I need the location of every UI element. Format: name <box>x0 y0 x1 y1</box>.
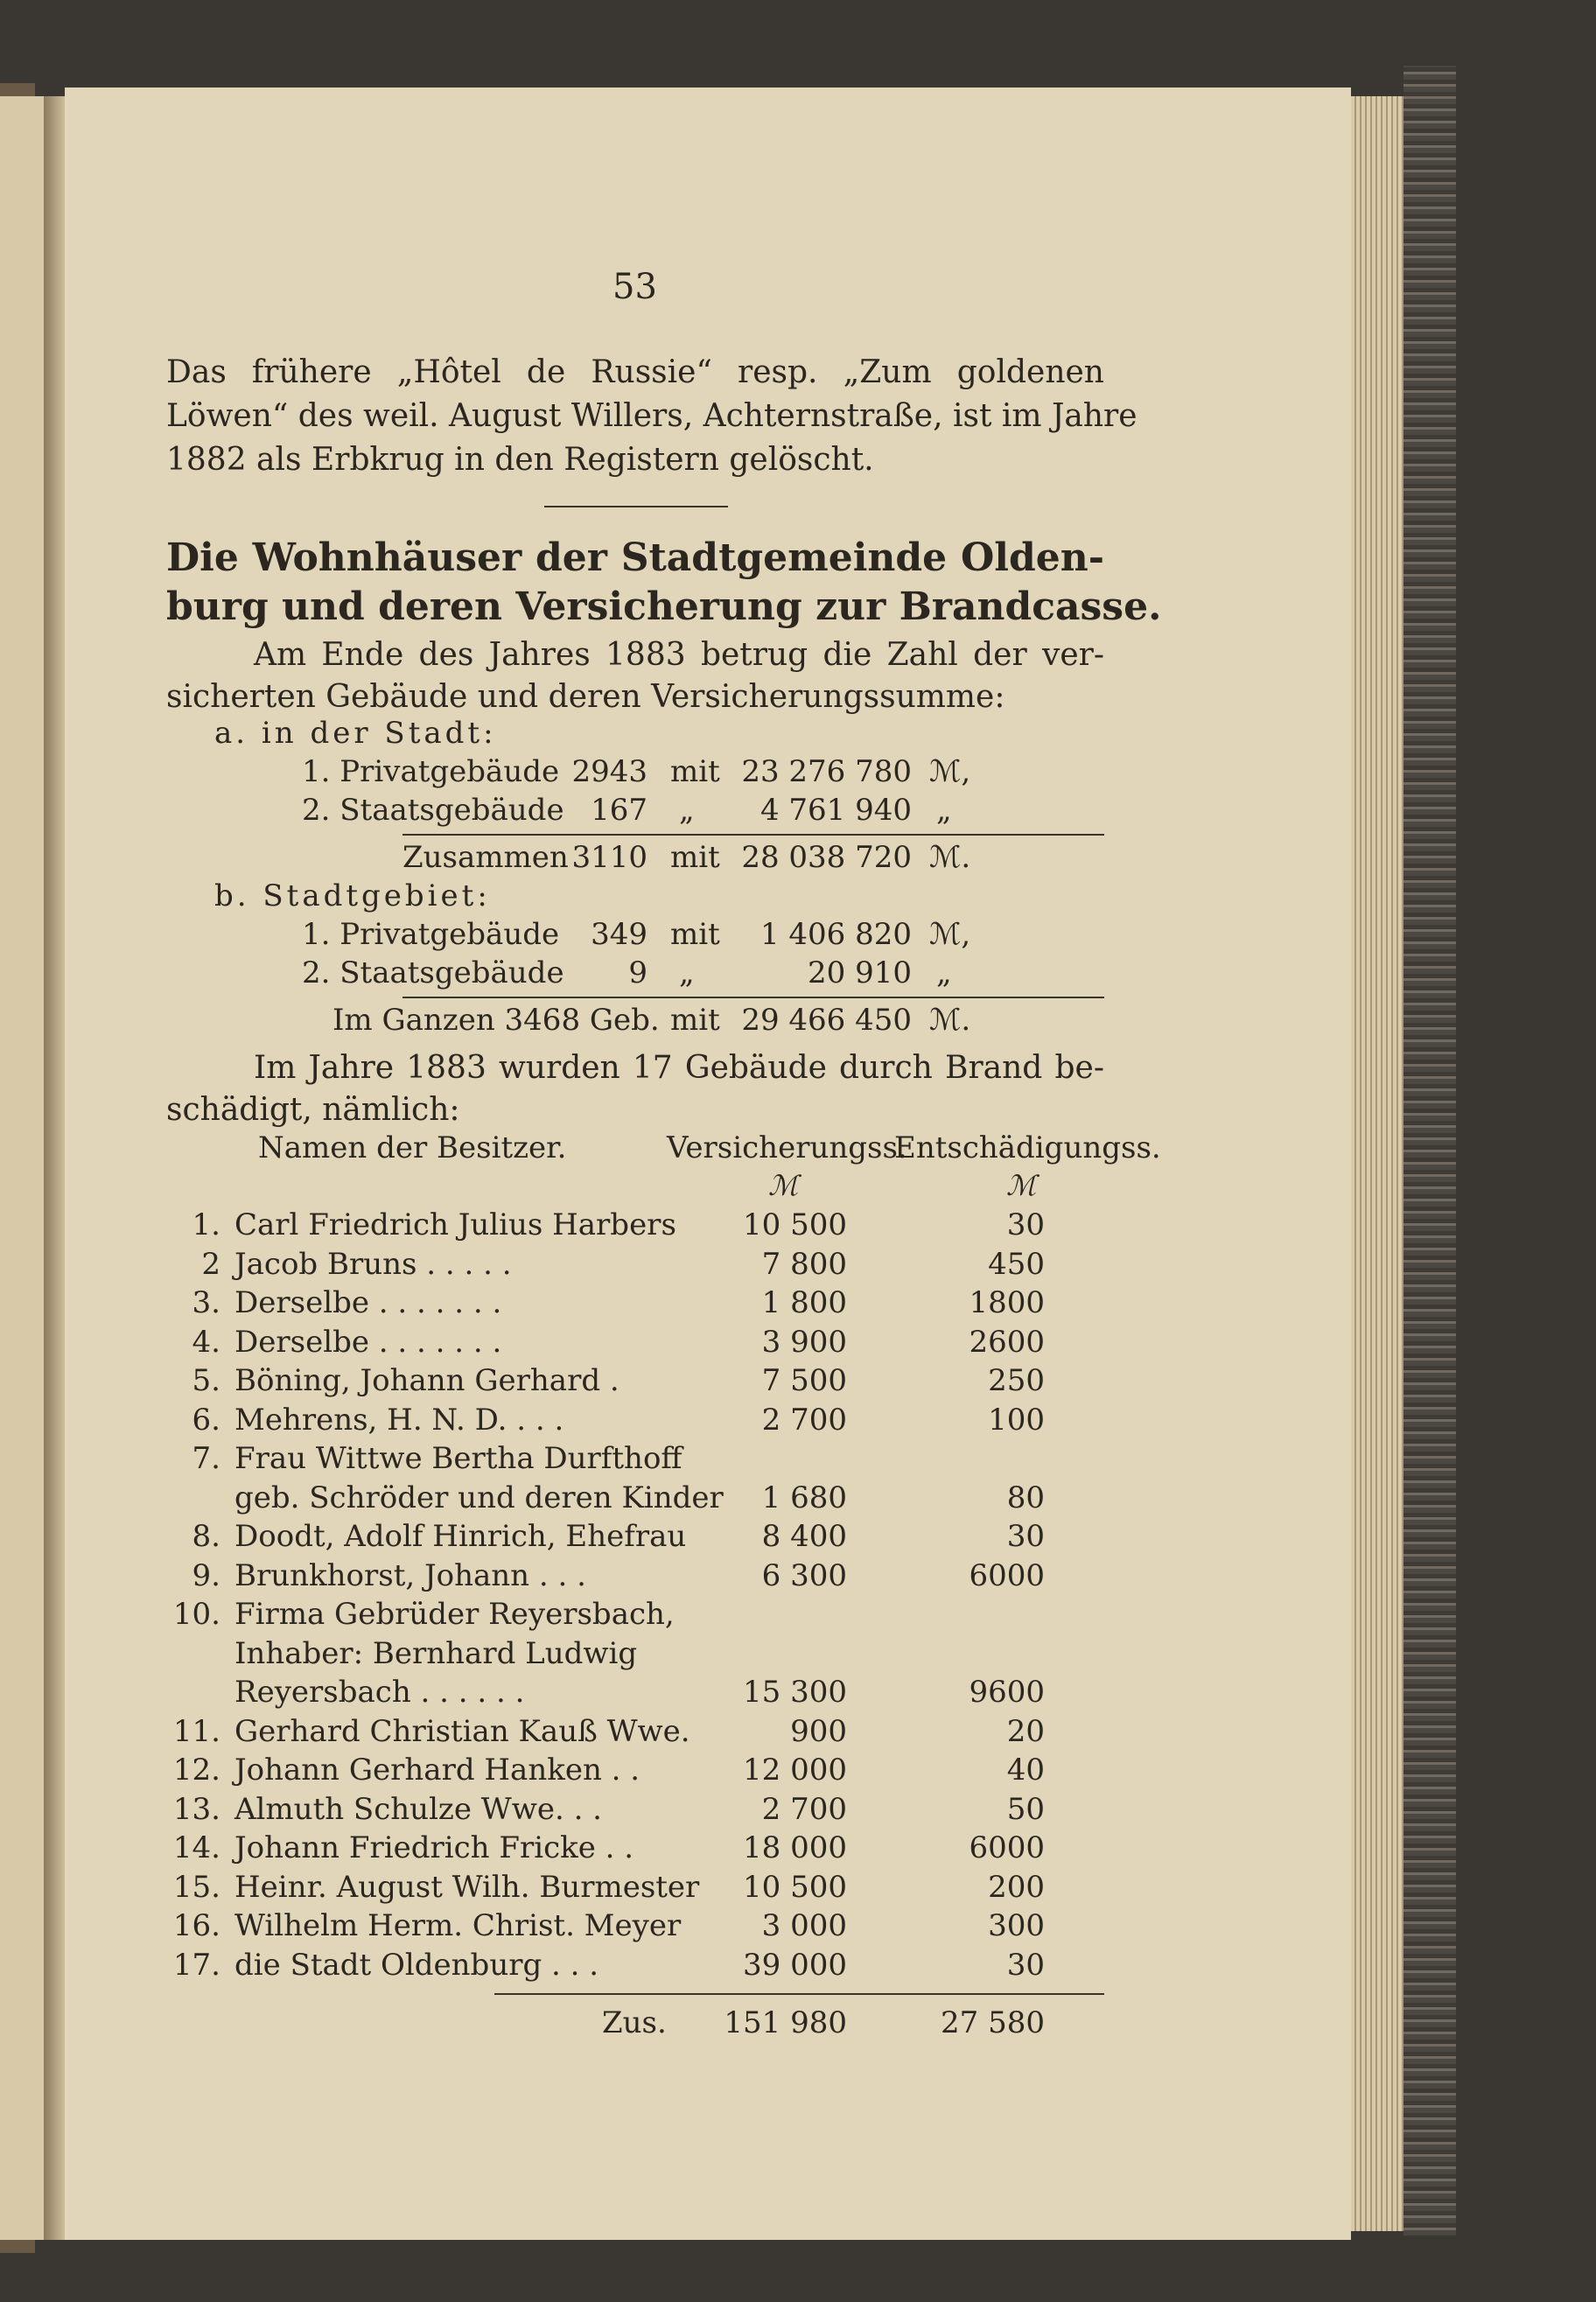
heading-line: Die Wohnhäuser der Stadtgemeinde Olden- <box>166 535 1104 580</box>
row-sum: 20 910 <box>808 955 912 990</box>
row-number: 7. <box>192 1441 220 1476</box>
row-label: 2. Staatsgebäude <box>302 793 564 828</box>
total-sum: 28 038 720 <box>741 840 912 875</box>
row-unit: ℳ, <box>929 917 971 952</box>
section-b-label: b. Stadtgebiet: <box>214 878 491 913</box>
row-count: 2943 <box>571 754 648 789</box>
owner-name: Carl Friedrich Julius Harbers <box>234 1207 676 1242</box>
previous-page-edge <box>0 96 44 2240</box>
total-unit: ℳ. <box>929 1003 971 1038</box>
section-divider <box>544 506 728 507</box>
row-count: 167 <box>591 793 648 828</box>
total-label: Zus. <box>602 2005 667 2040</box>
insurance-sum: 12 000 <box>743 1753 847 1788</box>
row-mit: „ <box>679 793 695 828</box>
para-line: Im Jahre 1883 wurden 17 Gebäude durch Brand be- <box>254 1050 1104 1086</box>
row-sum: 23 276 780 <box>741 754 912 789</box>
intro-line: Löwen“ des weil. August Willers, Achternstraße, ist im Jahre <box>166 398 1138 434</box>
insurance-sum: 10 500 <box>743 1869 847 1905</box>
owner-name: Derselbe . . . . . . . <box>234 1324 502 1360</box>
row-number: 10. <box>172 1597 220 1632</box>
heading-line: burg und deren Versicherung zur Brandcasse. <box>166 584 1162 629</box>
total-label: Im Ganzen 3468 Geb. <box>332 1003 660 1038</box>
total-insurance: 151 980 <box>724 2005 847 2040</box>
row-number: 11. <box>172 1713 220 1749</box>
damage-sum: 20 <box>1006 1713 1045 1749</box>
insurance-sum: 7 800 <box>761 1246 847 1282</box>
spine-shadow <box>44 96 65 2240</box>
total-mit: mit <box>670 1003 720 1038</box>
row-unit: „ <box>936 955 952 990</box>
row-number: 14. <box>172 1830 220 1865</box>
total-mit: mit <box>670 840 720 875</box>
insurance-sum: 2 700 <box>761 1791 847 1827</box>
row-number: 3. <box>192 1285 220 1320</box>
row-number: 9. <box>192 1557 220 1593</box>
damage-sum: 450 <box>988 1246 1045 1282</box>
row-number: 2 <box>201 1246 220 1282</box>
owner-name: Gerhard Christian Kauß Wwe. <box>234 1713 690 1749</box>
row-number: 16. <box>172 1908 220 1943</box>
row-unit: ℳ, <box>929 754 971 789</box>
damage-sum: 80 <box>1006 1480 1045 1515</box>
row-number: 13. <box>172 1791 220 1827</box>
header-damage: Entschädigungss. <box>894 1130 1161 1165</box>
insurance-sum: 39 000 <box>743 1947 847 1983</box>
damage-sum: 2600 <box>969 1324 1045 1360</box>
para-line: Am Ende des Jahres 1883 betrug die Zahl der ver- <box>254 637 1104 673</box>
row-number: 15. <box>172 1869 220 1905</box>
row-count: 349 <box>591 917 648 952</box>
header-owner: Namen der Besitzer. <box>258 1130 567 1165</box>
damage-sum: 50 <box>1006 1791 1045 1827</box>
page-edges <box>1351 96 1404 2231</box>
sum-rule <box>402 834 1104 836</box>
damage-sum: 9600 <box>969 1675 1045 1710</box>
owner-name: Reyersbach . . . . . . <box>234 1675 525 1710</box>
row-number: 5. <box>192 1363 220 1398</box>
damage-sum: 30 <box>1006 1947 1045 1983</box>
row-number: 4. <box>192 1324 220 1360</box>
table-sum-rule <box>494 1993 1104 1995</box>
row-label: 1. Privatgebäude <box>302 917 560 952</box>
row-label: 1. Privatgebäude <box>302 754 560 789</box>
row-label: 2. Staatsgebäude <box>302 955 564 990</box>
book-board <box>1404 66 1456 2236</box>
owner-name: Firma Gebrüder Reyersbach, <box>234 1597 675 1632</box>
total-label: Zusammen <box>402 840 569 875</box>
intro-line: Das frühere „Hôtel de Russie“ resp. „Zum goldenen <box>166 354 1104 390</box>
insurance-sum: 7 500 <box>761 1363 847 1398</box>
insurance-sum: 1 800 <box>761 1285 847 1320</box>
total-count: 3110 <box>571 840 648 875</box>
damage-sum: 6000 <box>969 1830 1045 1865</box>
damage-sum: 200 <box>988 1869 1045 1905</box>
total-sum: 29 466 450 <box>741 1003 912 1038</box>
insurance-sum: 3 900 <box>761 1324 847 1360</box>
insurance-sum: 2 700 <box>761 1402 847 1438</box>
owner-name: Inhaber: Bernhard Ludwig <box>234 1635 638 1671</box>
unit-damage: ℳ <box>1006 1169 1037 1202</box>
row-sum: 1 406 820 <box>760 917 912 952</box>
damage-sum: 30 <box>1006 1519 1045 1554</box>
owner-name: die Stadt Oldenburg . . . <box>234 1947 599 1983</box>
section-a-label: a. in der Stadt: <box>214 716 497 751</box>
damage-sum: 250 <box>988 1363 1045 1398</box>
damage-sum: 30 <box>1006 1207 1045 1242</box>
owner-name: Wilhelm Herm. Christ. Meyer <box>234 1908 682 1943</box>
damage-sum: 40 <box>1006 1753 1045 1788</box>
owner-name: Johann Gerhard Hanken . . <box>234 1753 640 1788</box>
damage-sum: 1800 <box>969 1285 1045 1320</box>
damage-sum: 300 <box>988 1908 1045 1943</box>
page-number: 53 <box>612 267 657 307</box>
owner-name: Almuth Schulze Wwe. . . <box>234 1791 602 1827</box>
owner-name: Doodt, Adolf Hinrich, Ehefrau <box>234 1519 687 1554</box>
owner-name: Derselbe . . . . . . . <box>234 1285 502 1320</box>
row-mit: mit <box>670 917 720 952</box>
row-mit: „ <box>679 955 695 990</box>
para-line: sicherten Gebäude und deren Versicherungssumme: <box>166 679 1005 715</box>
owner-name: Johann Friedrich Fricke . . <box>234 1830 634 1865</box>
unit-insurance: ℳ <box>768 1169 799 1202</box>
damage-sum: 100 <box>988 1402 1045 1438</box>
intro-line: 1882 als Erbkrug in den Registern gelöscht. <box>166 442 874 478</box>
row-count: 9 <box>628 955 648 990</box>
header-insurance: Versicherungss. <box>667 1130 907 1165</box>
total-unit: ℳ. <box>929 840 971 875</box>
insurance-sum: 15 300 <box>743 1675 847 1710</box>
sum-rule <box>402 997 1104 998</box>
owner-name: Brunkhorst, Johann . . . <box>234 1557 586 1593</box>
insurance-sum: 1 680 <box>761 1480 847 1515</box>
row-number: 6. <box>192 1402 220 1438</box>
row-number: 8. <box>192 1519 220 1554</box>
damage-sum: 6000 <box>969 1557 1045 1593</box>
owner-name: Jacob Bruns . . . . . <box>234 1246 512 1282</box>
insurance-sum: 6 300 <box>761 1557 847 1593</box>
owner-name: Heinr. August Wilh. Burmester <box>234 1869 700 1905</box>
para-line: schädigt, nämlich: <box>166 1092 460 1128</box>
row-unit: „ <box>936 793 952 828</box>
owner-name: Mehrens, H. N. D. . . . <box>234 1402 564 1438</box>
row-mit: mit <box>670 754 720 789</box>
total-damage: 27 580 <box>941 2005 1045 2040</box>
insurance-sum: 8 400 <box>761 1519 847 1554</box>
insurance-sum: 3 000 <box>761 1908 847 1943</box>
row-number: 12. <box>172 1753 220 1788</box>
insurance-sum: 10 500 <box>743 1207 847 1242</box>
row-number: 17. <box>172 1947 220 1983</box>
insurance-sum: 18 000 <box>743 1830 847 1865</box>
row-number: 1. <box>192 1207 220 1242</box>
owner-name: Frau Wittwe Bertha Durfthoff <box>234 1441 682 1476</box>
owner-name: geb. Schröder und deren Kinder <box>234 1480 724 1515</box>
row-sum: 4 761 940 <box>760 793 912 828</box>
insurance-sum: 900 <box>790 1713 847 1749</box>
owner-name: Böning, Johann Gerhard . <box>234 1363 620 1398</box>
